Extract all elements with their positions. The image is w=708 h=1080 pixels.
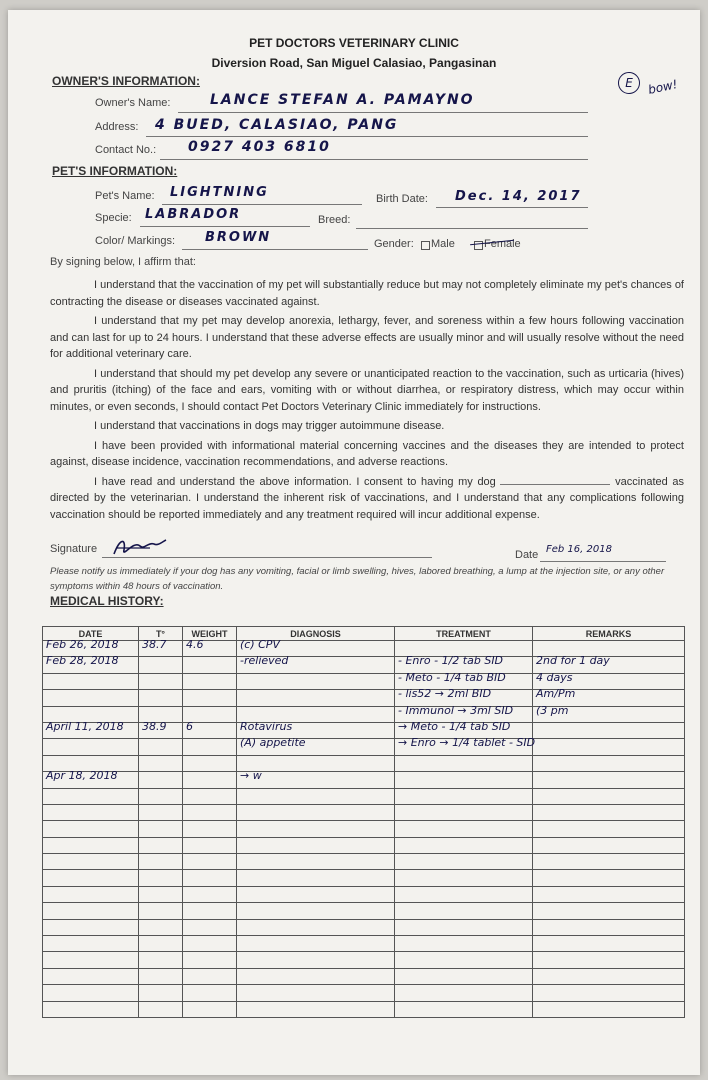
cell-blank (237, 821, 395, 837)
col-date: DATE (43, 627, 139, 641)
cell-blank (43, 985, 139, 1001)
cell-blank (395, 788, 533, 804)
circled-letter: E (625, 76, 633, 90)
cell-blank (183, 903, 237, 919)
cell-blank (43, 952, 139, 968)
consent-p1: I understand that the vaccination of my pet will substantially reduce but may not completely eliminate my pet's chances of contracting the disease or diseases vaccinated against. (50, 279, 684, 308)
signature-mark (110, 534, 170, 560)
cell-blank (395, 968, 533, 984)
cell-treatment (395, 755, 533, 771)
cell-blank (533, 870, 685, 886)
treatment-value: → Meto - 1/4 tab SID (398, 719, 511, 733)
owner-address-value: 4 BUED, CALASIAO, PANG (155, 117, 399, 133)
cell-blank (43, 821, 139, 837)
cell-remarks (533, 703, 685, 722)
cell-date (43, 769, 139, 788)
temp-value: 38.9 (142, 719, 167, 733)
owner-name-value: LANCE STEFAN A. PAMAYNO (210, 92, 475, 108)
table-row (43, 690, 685, 706)
cell-blank (533, 837, 685, 853)
table-row-blank (43, 985, 685, 1001)
cell-blank (139, 788, 183, 804)
cell-blank (395, 903, 533, 919)
gender-male-label: Male (431, 238, 455, 250)
cell-temp (139, 739, 183, 755)
cell-blank (237, 886, 395, 902)
consent-p2: I understand that my pet may develop anorexia, lethargy, fever, and soreness within a few hours following vaccination and can last for up to 24 hours. I understand that these adverse effects are usually minor and will usually resolve without the need for additional veterinary care. (50, 315, 684, 360)
remarks-value: 2nd for 1 day (536, 654, 610, 668)
cell-blank (237, 936, 395, 952)
consent-p6b: vaccinated as directed by the veterinarian. I understand the inherent risk of vaccinations, and I understand that any complications following vaccination should be reported immediately and any treatment required will incur additional expense. (50, 475, 685, 521)
table-row-blank (43, 952, 685, 968)
temp-value: 38.7 (142, 638, 167, 651)
cell-blank (237, 968, 395, 984)
table-row (43, 673, 685, 689)
cell-blank (237, 1001, 395, 1017)
cell-date (43, 739, 139, 755)
cell-blank (43, 854, 139, 870)
cell-blank (237, 903, 395, 919)
table-row-blank (43, 837, 685, 853)
cell-remarks (533, 722, 685, 738)
cell-blank (237, 837, 395, 853)
cell-blank (183, 821, 237, 837)
cell-weight (183, 719, 237, 738)
cell-blank (237, 985, 395, 1001)
cell-diagnosis (237, 654, 395, 673)
table-row (43, 739, 685, 755)
birth-date-label: Birth Date: (376, 193, 428, 205)
cell-temp (139, 657, 183, 673)
cell-blank (43, 804, 139, 820)
clinic-name: PET DOCTORS VETERINARY CLINIC (249, 36, 459, 50)
cell-remarks (533, 772, 685, 788)
cell-blank (43, 837, 139, 853)
cell-blank (43, 870, 139, 886)
gender-male-checkbox (421, 241, 430, 250)
cell-blank (395, 804, 533, 820)
treatment-value: - Immunol → 3ml SID (398, 703, 514, 717)
table-row-blank (43, 854, 685, 870)
owner-address-line (146, 136, 588, 137)
consent-text (50, 277, 684, 523)
cell-blank (43, 788, 139, 804)
date-label: Date (515, 549, 539, 561)
owner-heading: OWNER'S INFORMATION: (52, 74, 200, 88)
cell-blank (139, 903, 183, 919)
cell-blank (395, 1001, 533, 1017)
diagnosis-value: → w (240, 769, 262, 783)
cell-blank (139, 968, 183, 984)
birth-date-value: Dec. 14, 2017 (455, 189, 582, 204)
cell-weight (183, 772, 237, 788)
owner-contact-value: 0927 403 6810 (188, 139, 331, 155)
table-row-blank (43, 821, 685, 837)
table-row (43, 722, 685, 738)
owner-contact-line (160, 159, 588, 160)
cell-blank (237, 952, 395, 968)
consent-p3: I understand that should my pet develop any severe or unanticipated reaction to the vaccination, such as urticaria (hives) and pruritis (itching) of the face and ears, vomiting with or without diarrhea, or respiratory distress, which may occur within minutes, or even seconds, I should contact Pet Doctors Veterinary Clinic immediately for instructions. (50, 367, 684, 413)
cell-blank (183, 952, 237, 968)
cell-blank (183, 886, 237, 902)
cell-temp (139, 772, 183, 788)
cell-blank (139, 804, 183, 820)
cell-blank (183, 804, 237, 820)
cell-blank (395, 870, 533, 886)
cell-blank (533, 936, 685, 952)
table-row-blank (43, 788, 685, 804)
col-temp: T° (139, 627, 183, 641)
cell-blank (183, 788, 237, 804)
pet-name-label: Pet's Name: (95, 190, 155, 202)
cell-weight (183, 755, 237, 771)
cell-blank (395, 854, 533, 870)
cell-diagnosis (237, 673, 395, 689)
cell-temp (139, 719, 183, 738)
col-treatment: TREATMENT (395, 627, 533, 641)
color-value: BROWN (205, 230, 272, 245)
color-label: Color/ Markings: (95, 235, 176, 247)
color-line (182, 249, 368, 250)
signature-label: Signature (50, 543, 98, 555)
cell-blank (533, 968, 685, 984)
gender-female-label: Female (484, 238, 521, 250)
cell-blank (183, 936, 237, 952)
cell-blank (43, 886, 139, 902)
date-line (540, 561, 666, 562)
cell-diagnosis (237, 736, 395, 755)
birth-date-line (436, 207, 588, 208)
breed-label: Breed: (318, 214, 351, 226)
clinic-address: Diversion Road, San Miguel Calasiao, Pangasinan (211, 56, 497, 70)
pet-name-value: LIGHTNING (170, 185, 269, 200)
cell-weight (183, 690, 237, 706)
cell-blank (237, 854, 395, 870)
treatment-value: → Enro → 1/4 tablet - SID (398, 736, 536, 750)
cell-treatment (395, 772, 533, 788)
table-row (43, 755, 685, 771)
table-row (43, 657, 685, 673)
cell-blank (533, 788, 685, 804)
weight-value: 6 (186, 719, 193, 733)
cell-blank (237, 919, 395, 935)
consent-p4: I understand that vaccinations in dogs may trigger autoimmune disease. (94, 420, 445, 432)
date-value: April 11, 2018 (46, 719, 124, 733)
remarks-value: (3 pm (536, 703, 569, 717)
cell-blank (183, 854, 237, 870)
cell-diagnosis (237, 690, 395, 706)
cell-treatment (395, 736, 536, 755)
cell-blank (43, 919, 139, 935)
cell-blank (43, 936, 139, 952)
cell-date (43, 673, 139, 689)
table-row (43, 706, 685, 722)
cell-remarks (533, 739, 685, 755)
owner-name-label: Owner's Name: (95, 97, 171, 109)
owner-contact-label: Contact No.: (95, 144, 157, 156)
cell-blank (139, 821, 183, 837)
cell-temp (139, 638, 183, 657)
date-value: Feb 16, 2018 (546, 544, 612, 555)
cell-diagnosis (237, 769, 395, 788)
cell-blank (139, 919, 183, 935)
remarks-value: Am/Pm (536, 687, 576, 701)
cell-blank (139, 952, 183, 968)
cell-date (43, 690, 139, 706)
cell-blank (139, 837, 183, 853)
owner-address-label: Address: (95, 121, 139, 133)
owner-name-line (178, 112, 588, 113)
cell-blank (395, 936, 533, 952)
date-value: Feb 26, 2018 (46, 638, 119, 651)
table-row-blank (43, 903, 685, 919)
date-value: Feb 28, 2018 (46, 654, 119, 668)
cell-blank (395, 886, 533, 902)
cell-blank (533, 886, 685, 902)
cell-blank (43, 1001, 139, 1017)
table-header-row (43, 627, 685, 641)
cell-blank (183, 837, 237, 853)
cell-blank (237, 788, 395, 804)
treatment-value: - lis52 → 2ml BID (398, 687, 492, 701)
vaccination-notice: Please notify us immediately if your dog has any vomiting, facial or limb swelling, hives, labored breathing, a lump at the injection site, or any other symptoms within 48 hours of vaccination. (50, 566, 665, 592)
remarks-value: 4 days (536, 670, 573, 684)
cell-blank (395, 919, 533, 935)
table-row-blank (43, 1001, 685, 1017)
date-value: Apr 18, 2018 (46, 769, 118, 783)
cell-blank (139, 936, 183, 952)
cell-blank (533, 804, 685, 820)
cell-weight (183, 739, 237, 755)
cell-blank (533, 1001, 685, 1017)
table-row (43, 772, 685, 788)
cell-blank (139, 854, 183, 870)
table-row-blank (43, 968, 685, 984)
cell-blank (43, 903, 139, 919)
table-row-blank (43, 919, 685, 935)
diagnosis-value: Rotavirus (240, 719, 293, 733)
treatment-value: - Enro - 1/2 tab SID (398, 654, 504, 668)
medical-history-heading: MEDICAL HISTORY: (50, 594, 164, 608)
cell-blank (237, 870, 395, 886)
consent-intro: By signing below, I affirm that: (50, 256, 196, 268)
cell-blank (139, 886, 183, 902)
cell-blank (183, 919, 237, 935)
cell-blank (139, 985, 183, 1001)
corner-note: bow! (646, 77, 679, 97)
specie-value: LABRADOR (145, 207, 242, 222)
cell-temp (139, 690, 183, 706)
cell-blank (183, 985, 237, 1001)
diagnosis-value: (c) CPV (240, 638, 280, 651)
consent-p5: I have been provided with informational material concerning vaccines and the diseases they are intended to protect against, disease incidence, vaccination recommendations, and adverse reactions. (50, 439, 684, 468)
table-row-blank (43, 804, 685, 820)
gender-label: Gender: (374, 238, 414, 250)
cell-blank (139, 1001, 183, 1017)
cell-weight (183, 673, 237, 689)
col-remarks: REMARKS (533, 627, 685, 641)
pet-heading: PET'S INFORMATION: (52, 164, 178, 178)
specie-line (140, 226, 310, 227)
cell-date (43, 719, 139, 738)
diagnosis-value: -relieved (240, 654, 289, 668)
diagnosis-value: (A) appetite (240, 736, 306, 750)
cell-blank (395, 952, 533, 968)
cell-blank (533, 985, 685, 1001)
consent-p6a: I have read and understand the above information. I consent to having my dog (94, 475, 496, 488)
medical-history-table (42, 626, 685, 1018)
specie-label: Specie: (95, 212, 132, 224)
cell-remarks (533, 755, 685, 771)
table-row-blank (43, 886, 685, 902)
cell-blank (183, 870, 237, 886)
cell-blank (395, 985, 533, 1001)
cell-weight (183, 638, 237, 657)
cell-blank (395, 837, 533, 853)
cell-blank (533, 952, 685, 968)
cell-blank (139, 870, 183, 886)
treatment-value: - Meto - 1/4 tab BID (398, 670, 506, 684)
cell-blank (533, 919, 685, 935)
cell-blank (183, 968, 237, 984)
cell-blank (533, 821, 685, 837)
cell-weight (183, 657, 237, 673)
col-weight: WEIGHT (183, 627, 237, 641)
dog-blank-line (500, 484, 610, 485)
cell-blank (533, 903, 685, 919)
cell-blank (395, 821, 533, 837)
col-diagnosis: DIAGNOSIS (237, 627, 395, 641)
cell-blank (237, 804, 395, 820)
table-row-blank (43, 936, 685, 952)
cell-blank (183, 1001, 237, 1017)
table-row-blank (43, 870, 685, 886)
cell-blank (43, 968, 139, 984)
pet-name-line (162, 204, 362, 205)
cell-temp (139, 673, 183, 689)
cell-blank (533, 854, 685, 870)
breed-line (356, 228, 588, 229)
circled-mark (618, 72, 640, 94)
cell-date (43, 654, 139, 673)
cell-temp (139, 755, 183, 771)
weight-value: 4.6 (186, 638, 204, 651)
